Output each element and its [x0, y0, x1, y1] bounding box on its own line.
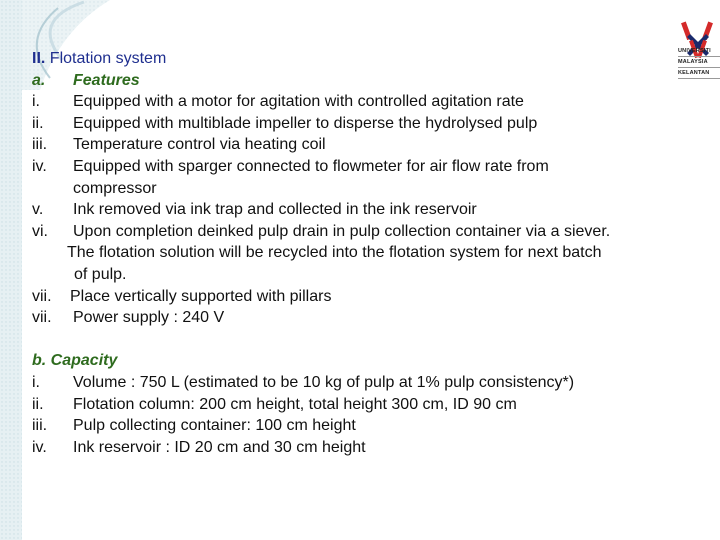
list-item [32, 156, 692, 178]
list-item [32, 134, 692, 156]
list-item [32, 394, 692, 416]
item-text: Equipped with multiblade impeller to disperse the hydrolysed pulp [73, 114, 538, 132]
section-title-text: Flotation system [49, 50, 167, 67]
item-number: v. [32, 201, 44, 219]
item-text: Pulp collecting container: 100 cm height [73, 417, 356, 435]
list-item [32, 199, 692, 221]
logo-line: KELANTAN [678, 68, 720, 79]
item-text: Temperature control via heating coil [73, 136, 326, 154]
item-text: Ink reservoir : ID 20 cm and 30 cm height [73, 438, 366, 456]
item-text-continued: compressor [73, 179, 157, 197]
features-heading [32, 70, 692, 92]
item-text: Volume : 750 L (estimated to be 10 kg of pulp at 1% pulp consistency*) [73, 373, 575, 391]
item-number: iii. [32, 417, 48, 435]
section-title [32, 48, 692, 70]
list-item [32, 113, 692, 135]
spacer [32, 329, 692, 351]
list-item [32, 372, 692, 394]
list-item-continuation [32, 242, 692, 264]
list-item-continuation [32, 264, 692, 286]
list-item [32, 415, 692, 437]
item-number: ii. [32, 395, 44, 413]
item-text: Power supply : 240 V [73, 309, 225, 327]
item-text-continued: The flotation solution will be recycled into the flotation system for next batch [67, 244, 602, 262]
item-number: vii. [32, 287, 52, 305]
features-heading-text: Features [73, 71, 140, 89]
item-text: Place vertically supported with pillars [70, 287, 332, 305]
item-text: Upon completion deinked pulp drain in pulp collection container via a siever. [73, 222, 611, 240]
item-text: Equipped with sparger connected to flowmeter for air flow rate from [73, 157, 549, 175]
section-number: II. [32, 50, 46, 67]
item-number: vii. [32, 309, 52, 327]
list-item [32, 91, 692, 113]
logo-line: MALAYSIA [678, 57, 720, 68]
item-number: iii. [32, 136, 48, 154]
item-text-continued: of pulp. [74, 265, 127, 283]
list-item-continuation [32, 178, 692, 200]
features-heading-num: a. [32, 71, 46, 89]
list-item [32, 437, 692, 459]
item-text: Ink removed via ink trap and collected in the ink reservoir [73, 201, 477, 219]
item-text: Equipped with a motor for agitation with controlled agitation rate [73, 93, 524, 111]
list-item [32, 221, 692, 243]
list-item [32, 307, 692, 329]
item-number: iv. [32, 157, 47, 175]
item-number: i. [32, 373, 40, 391]
item-text: Flotation column: 200 cm height, total height 300 cm, ID 90 cm [73, 395, 517, 413]
item-number: ii. [32, 114, 44, 132]
logo-line: UNIVERSITI [678, 46, 720, 57]
list-item [32, 286, 692, 308]
item-number: i. [32, 93, 40, 111]
item-number: iv. [32, 438, 47, 456]
slide-content [32, 48, 692, 458]
capacity-heading: b. Capacity [32, 352, 118, 370]
item-number: vi. [32, 222, 48, 240]
